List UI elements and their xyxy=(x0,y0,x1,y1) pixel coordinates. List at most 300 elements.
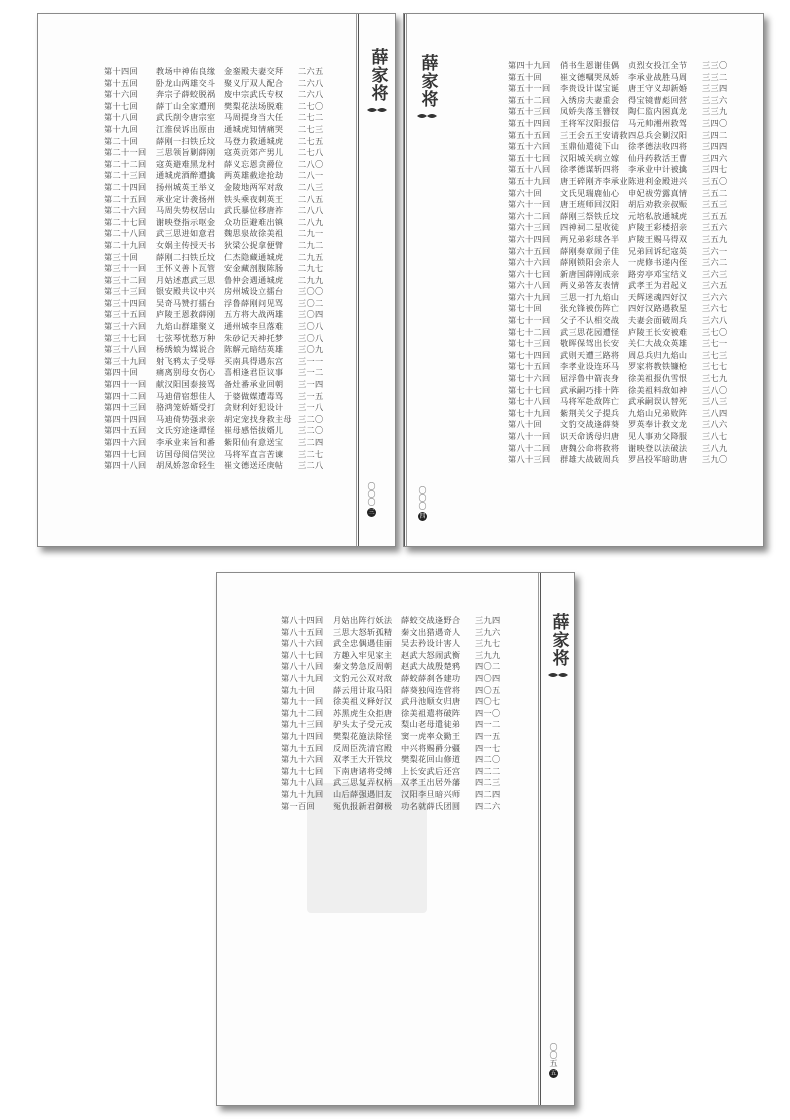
chapter-title-line1: 汉阳城关病立嫁 xyxy=(560,152,620,163)
chapter-number: 第九十七回 xyxy=(281,765,324,776)
page-number: 二八三 xyxy=(298,181,324,192)
chapter-title-line2: 狄梁公捉拿便臂 xyxy=(224,239,284,250)
page-number: 三五三 xyxy=(702,199,728,210)
chapter-number: 第九十五回 xyxy=(281,742,324,753)
chapter-title-line1: 文豹元公双对敌 xyxy=(333,672,393,683)
chapter-title-line1: 武全忠偶遇佳丽 xyxy=(333,638,393,649)
page-number: 三二七 xyxy=(298,448,324,459)
chapter-number: 第三十九回 xyxy=(104,355,147,366)
chapter-title-line2: 两英雄截途抢劫 xyxy=(224,170,284,181)
chapter-number: 第八十六回 xyxy=(281,638,324,649)
page-number: 二九七 xyxy=(298,263,324,274)
toc-row xyxy=(281,754,505,766)
page-number: 三一五 xyxy=(298,390,324,401)
toc-row xyxy=(104,333,328,345)
chapter-number: 第八十五回 xyxy=(281,626,324,637)
page-number: 三一一 xyxy=(298,355,324,366)
chapter-title-line1: 谢映登指示呕金 xyxy=(156,216,216,227)
page-number: 三七一 xyxy=(702,338,728,349)
chapter-number: 第九十四回 xyxy=(281,730,324,741)
chapter-title-line2: 废中宗武氏专权 xyxy=(224,89,284,100)
chapter-number: 第十四回 xyxy=(104,66,138,76)
chapter-title-line2: 谢映登以法破法 xyxy=(628,442,688,453)
chapter-title-line2: 贞烈女投江全节 xyxy=(628,60,688,70)
page-number: 三四二 xyxy=(702,129,728,140)
chapter-number: 第八十八回 xyxy=(281,661,324,672)
chapter-title-line1: 七弦琴忧愁万种 xyxy=(156,332,216,343)
page-number: 三三九 xyxy=(702,106,728,117)
chapter-title-line2: 武氏暴位移唐祚 xyxy=(224,205,284,216)
chapter-title-line1: 凤娇失落玉簪钗 xyxy=(560,106,620,117)
page-rule xyxy=(406,14,407,546)
chapter-title-line2: 铁头乘夜刺英王 xyxy=(224,193,284,204)
chapter-number: 第九十回 xyxy=(281,684,315,695)
toc-row xyxy=(281,801,505,813)
page-number: 二九九 xyxy=(298,274,324,285)
page-rule xyxy=(358,14,359,546)
chapter-title-line2: 马元帅湘州救驾 xyxy=(628,117,688,128)
toc-row xyxy=(104,367,328,379)
toc-row xyxy=(508,454,732,466)
page-number: 三二〇 xyxy=(298,413,324,424)
chapter-title-line1: 杨绣娘为媒说合 xyxy=(156,344,216,355)
chapter-number: 第十五回 xyxy=(104,77,138,88)
chapter-title-line2: 李承业中计被擒 xyxy=(628,164,688,175)
chapter-number: 第七十六回 xyxy=(508,373,551,384)
chapter-title-line2: 关仁大战众英雄 xyxy=(628,338,688,349)
page-number: 三六七 xyxy=(702,303,728,314)
page-number: 三六二 xyxy=(702,257,728,268)
chapter-title-line2: 梨山老母遣徒弟 xyxy=(401,719,461,730)
toc-row xyxy=(104,286,328,298)
chapter-number: 第三十七回 xyxy=(104,332,147,343)
page-number: 三一八 xyxy=(298,402,324,413)
chapter-title-line2: 兄弟回诉纪寇英 xyxy=(628,245,688,256)
chapter-title-line2: 徐美祖遣将破阵 xyxy=(401,707,461,718)
chapter-title-line1: 武三思花园遭怪 xyxy=(560,326,620,337)
page-folio xyxy=(367,482,376,517)
chapter-number: 第九十六回 xyxy=(281,754,324,765)
toc-row xyxy=(281,766,505,778)
page-number: 三六一 xyxy=(702,245,728,256)
toc-row xyxy=(508,350,732,362)
folio-number: 〇〇〇 xyxy=(367,482,376,506)
page-number: 三〇四 xyxy=(298,309,324,320)
chapter-number: 第八十三回 xyxy=(508,454,551,465)
chapter-title-line1: 秦文势急反周朝 xyxy=(333,661,393,672)
chapter-title-line2: 路旁亭邓宝结义 xyxy=(628,268,688,279)
toc-row xyxy=(508,280,732,292)
chapter-title-line2: 周总兵归九焰山 xyxy=(628,349,688,360)
chapter-title-line1: 李承业来旨和番 xyxy=(156,437,216,447)
toc-row xyxy=(508,338,732,350)
page-number: 三五九 xyxy=(702,233,728,244)
chapter-title-line1: 李贵设计谋宝诞 xyxy=(560,83,620,94)
chapter-title-line2: 夫妻会面破周兵 xyxy=(628,315,688,326)
toc-row xyxy=(281,731,505,743)
chapter-title-line1: 献汉阳国泰接骂 xyxy=(156,379,216,390)
chapter-title-line1: 骆鸿笼娇婿受打 xyxy=(156,402,216,413)
page-number: 三九七 xyxy=(475,638,501,649)
chapter-title-line2: 樊梨花回山修道 xyxy=(401,754,461,765)
page-number: 三二八 xyxy=(298,460,324,471)
page-number: 三八九 xyxy=(702,442,728,453)
chapter-title-line2: 通州城李旦落难 xyxy=(224,321,284,332)
page-number: 三八三 xyxy=(702,396,728,407)
chapter-number: 第五十回 xyxy=(508,71,542,82)
toc-row xyxy=(104,391,328,403)
chapter-number: 第三十四回 xyxy=(104,297,147,308)
chapter-number: 第七十七回 xyxy=(508,384,551,395)
chapter-title-line2: 通城虎知情痛哭 xyxy=(224,123,284,134)
chapter-title-line1: 薛刚锁阳会亲人 xyxy=(560,257,620,268)
chapter-number: 第一百回 xyxy=(281,800,315,811)
page-number: 三〇〇 xyxy=(298,286,324,297)
ornament-icon xyxy=(416,112,438,120)
ornament-icon xyxy=(547,671,569,679)
page-number: 二七三 xyxy=(298,123,324,134)
chapter-title-line1: 江淮侯诉出原由 xyxy=(156,123,216,134)
chapter-title-line2: 秦文出猎遇奇人 xyxy=(401,626,461,637)
folio-mark: 五 xyxy=(550,1070,557,1077)
chapter-title-line2: 李承业战胜马周 xyxy=(628,71,688,82)
chapter-title-line1: 武氏削令唐宗室 xyxy=(156,112,216,123)
chapter-title-line2: 上长安武后还宫 xyxy=(401,765,461,776)
toc-row xyxy=(104,356,328,368)
page-number: 三三四 xyxy=(702,83,728,94)
toc-row xyxy=(508,164,732,176)
page-number: 三八四 xyxy=(702,407,728,418)
page-number: 二八九 xyxy=(298,216,324,227)
chapter-title-line1: 薛刚奏章闹子佳 xyxy=(560,245,620,256)
toc-row xyxy=(104,252,328,264)
page-number: 二六八 xyxy=(298,89,324,100)
page-number: 三七三 xyxy=(702,349,728,360)
toc-row xyxy=(104,170,328,182)
chapter-number: 第二十六回 xyxy=(104,205,147,216)
chapter-number: 第二十三回 xyxy=(104,170,147,181)
chapter-number: 第五十八回 xyxy=(508,164,551,175)
toc-row xyxy=(508,303,732,315)
chapter-title-line1: 唐魏公命将救将 xyxy=(560,442,620,453)
chapter-number: 第十九回 xyxy=(104,123,138,134)
chapter-title-line1: 承业定计袭扬州 xyxy=(156,193,216,204)
chapter-title-line1: 月姑述惠武三思 xyxy=(156,274,216,285)
chapter-number: 第九十一回 xyxy=(281,696,324,707)
chapter-number: 第四十五回 xyxy=(104,425,147,436)
toc-row xyxy=(104,194,328,206)
toc-row xyxy=(104,240,328,252)
toc-row xyxy=(508,60,732,72)
chapter-title-line1: 敬晖保驾出长安 xyxy=(560,338,620,349)
page-number: 二六五 xyxy=(298,66,324,76)
chapter-title-line1: 苏黑虎生众拒唐 xyxy=(333,707,393,718)
toc-row xyxy=(508,419,732,431)
page-number: 四〇五 xyxy=(475,684,501,695)
page-number: 三九四 xyxy=(475,615,501,625)
chapter-title-line1: 文豹交战逢薛葵 xyxy=(560,419,620,430)
chapter-title-line1: 四神祠二星收徒 xyxy=(560,222,620,233)
page-number: 三八〇 xyxy=(702,384,728,395)
chapter-number: 第四十二回 xyxy=(104,390,147,401)
page-number: 三四〇 xyxy=(702,117,728,128)
toc-row xyxy=(104,205,328,217)
chapter-title-line1: 武三思复弄权柄 xyxy=(333,777,393,788)
chapter-title-line1: 薛云用计取马阳 xyxy=(333,684,393,695)
chapter-title-line2: 崔母感悟拔婿儿 xyxy=(224,425,284,436)
page-number: 三六三 xyxy=(702,268,728,279)
toc-row xyxy=(508,141,732,153)
chapter-title-line1: 银安殿共议中兴 xyxy=(156,286,216,297)
page-number: 四〇二 xyxy=(475,661,501,672)
toc-row xyxy=(508,118,732,130)
page-number: 三〇八 xyxy=(298,321,324,332)
page-rule xyxy=(356,14,357,546)
toc-row xyxy=(508,327,732,339)
chapter-title-line2: 罗英奉计救文龙 xyxy=(628,419,688,430)
chapter-number: 第四十八回 xyxy=(104,460,147,471)
toc-row xyxy=(508,269,732,281)
chapter-title-line1: 山后薛强遇旧友 xyxy=(333,788,393,799)
page-number: 四二三 xyxy=(475,777,501,788)
toc-row xyxy=(508,95,732,107)
page-number: 三〇八 xyxy=(298,332,324,343)
chapter-title-line1: 驴头太子受元戎 xyxy=(333,719,393,730)
page-number: 三三六 xyxy=(702,94,728,105)
toc-row xyxy=(281,650,505,662)
chapter-number: 第三十一回 xyxy=(104,263,147,274)
toc-row xyxy=(104,101,328,113)
chapter-title-line2: 贪财利好犯设计 xyxy=(224,402,284,413)
chapter-title-line1: 紫荆关父子提兵 xyxy=(560,407,620,418)
chapter-title-line2: 庐陵王彩楼招亲 xyxy=(628,222,688,233)
chapter-number: 第七十回 xyxy=(508,303,542,314)
page-number: 三〇九 xyxy=(298,344,324,355)
chapter-number: 第五十六回 xyxy=(508,141,551,152)
toc-row xyxy=(508,211,732,223)
toc-row xyxy=(104,402,328,414)
chapter-title-line2: 金陵地两军对敌 xyxy=(224,181,284,192)
page-number: 三五〇 xyxy=(702,175,728,186)
page-number: 二七二 xyxy=(298,112,324,123)
chapter-title-line2: 买南具得遇东宫 xyxy=(224,355,284,366)
chapter-number: 第六十九回 xyxy=(508,291,551,302)
page-number: 四〇四 xyxy=(475,672,501,683)
toc-row xyxy=(508,188,732,200)
toc-row xyxy=(508,292,732,304)
chapter-number: 第七十二回 xyxy=(508,326,551,337)
chapter-number: 第三十二回 xyxy=(104,274,147,285)
toc-row xyxy=(281,696,505,708)
chapter-number: 第四十四回 xyxy=(104,413,147,424)
chapter-number: 第四十回 xyxy=(104,367,138,378)
chapter-title-line2: 庐陵王长安被难 xyxy=(628,326,688,337)
book-page-1 xyxy=(37,13,396,547)
chapter-title-line1: 三思一打九焰山 xyxy=(560,291,620,302)
chapter-number: 第十七回 xyxy=(104,100,138,111)
chapter-number: 第七十四回 xyxy=(508,349,551,360)
chapter-number: 第六十回 xyxy=(508,187,542,198)
toc-row xyxy=(104,309,328,321)
chapter-number: 第二十五回 xyxy=(104,193,147,204)
chapter-title-line1: 新唐国薛刚成亲 xyxy=(560,268,620,279)
toc-row xyxy=(104,263,328,275)
chapter-title-line1: 文氏穷途逢谭怪 xyxy=(156,425,216,436)
page-number: 三四四 xyxy=(702,141,728,152)
chapter-number: 第三十回 xyxy=(104,251,138,262)
toc-row xyxy=(281,661,505,673)
toc-row xyxy=(281,743,505,755)
chapter-title-line2: 于婆做媒遭毒骂 xyxy=(224,390,284,401)
chapter-title-line2: 中兴将赐爵分疆 xyxy=(401,742,461,753)
chapter-number: 第五十一回 xyxy=(508,83,551,94)
page-number: 二七八 xyxy=(298,147,324,158)
toc-row xyxy=(104,182,328,194)
chapter-number: 第二十八回 xyxy=(104,228,147,239)
chapter-title-line1: 王怀义善卜瓦管 xyxy=(156,263,216,274)
chapter-title-line1: 三思大怒斩孤精 xyxy=(333,626,393,637)
page-number: 三二四 xyxy=(298,437,324,447)
chapter-title-line1: 胡凤娇忽命轻生 xyxy=(156,460,216,471)
toc-row xyxy=(104,425,328,437)
chapter-title-line1: 徐孝德谋斩四将 xyxy=(560,164,620,175)
chapter-title-line1: 反周臣洗清宫殿 xyxy=(333,742,393,753)
page-number: 二九二 xyxy=(298,239,324,250)
toc-row xyxy=(281,615,505,627)
chapter-number: 第三十八回 xyxy=(104,344,147,355)
chapter-number: 第四十三回 xyxy=(104,402,147,413)
chapter-title-line2: 陈解元暗结英雄 xyxy=(224,344,284,355)
folio-mark: 四 xyxy=(419,513,426,520)
toc-row xyxy=(508,246,732,258)
chapter-title-line1: 王将军汉阳报信 xyxy=(560,117,620,128)
chapter-title-line1: 张允锋被伤阵亡 xyxy=(560,303,620,314)
page-rule xyxy=(540,573,541,1105)
toc-row xyxy=(104,78,328,90)
chapter-title-line2: 房州城设立擂台 xyxy=(224,286,284,297)
chapter-number: 第四十七回 xyxy=(104,448,147,459)
toc-row xyxy=(508,153,732,165)
chapter-number: 第七十八回 xyxy=(508,396,551,407)
chapter-number: 第六十一回 xyxy=(508,199,551,210)
chapter-title-line2: 徐美祖料敌如神 xyxy=(628,384,688,395)
chapter-number: 第六十八回 xyxy=(508,280,551,291)
page-number: 二八五 xyxy=(298,193,324,204)
book-emblem xyxy=(414,54,440,120)
chapter-title-line2: 吴去矜设计害人 xyxy=(401,638,461,649)
page-number: 二六八 xyxy=(298,77,324,88)
toc-row xyxy=(508,130,732,142)
page-number: 四二四 xyxy=(475,788,501,799)
chapter-title-line2: 赵武大战殷楚鸦 xyxy=(401,661,461,672)
chapter-title-line1: 马周失势权居山 xyxy=(156,205,216,216)
chapter-title-line2: 薛蛟交战逢野合 xyxy=(401,615,461,625)
chapter-number: 第五十九回 xyxy=(508,175,551,186)
chapter-title-line1: 武承嗣巧排十阵 xyxy=(560,384,620,395)
folio-number: 〇〇五 xyxy=(549,1043,558,1067)
book-emblem xyxy=(364,48,390,114)
chapter-title-line1: 扬州城英王举义 xyxy=(156,181,216,192)
chapter-title-line2: 喜相逢君臣议事 xyxy=(224,367,284,378)
chapter-number: 第五十七回 xyxy=(508,152,551,163)
page-number: 三五二 xyxy=(702,187,728,198)
page-number: 三六八 xyxy=(702,315,728,326)
chapter-number: 第五十三回 xyxy=(508,106,551,117)
chapter-title-line1: 射飞鸦太子受辱 xyxy=(156,355,216,366)
chapter-title-line1: 马将军赴敌阵亡 xyxy=(560,396,620,407)
chapter-title-line2: 仁杰隐藏通城虎 xyxy=(224,251,284,262)
page-number: 三七七 xyxy=(702,361,728,372)
chapter-number: 第九十八回 xyxy=(281,777,324,788)
chapter-title-line2: 马周提身当大任 xyxy=(224,112,284,123)
chapter-title-line1: 父子不认相交战 xyxy=(560,315,620,326)
page-number: 四一七 xyxy=(475,742,501,753)
chapter-title-line2: 四总兵会剿汉阳 xyxy=(628,129,688,140)
chapter-title-line2: 陶仁监内困真龙 xyxy=(628,106,688,117)
toc-row xyxy=(508,396,732,408)
toc-row xyxy=(508,234,732,246)
chapter-title-line2: 马登力救通城虎 xyxy=(224,135,284,146)
toc-row xyxy=(104,159,328,171)
chapter-title-line2: 紫阳仙有意送宝 xyxy=(224,437,284,447)
chapter-title-line1: 武三思进如意君 xyxy=(156,228,216,239)
chapter-title-line2: 双孝王出居外藩 xyxy=(401,777,461,788)
toc-row xyxy=(508,385,732,397)
chapter-title-line1: 马迪借宿想佳人 xyxy=(156,390,216,401)
toc-row xyxy=(104,344,328,356)
chapter-title-line1: 通城虎酒醉遭擒 xyxy=(156,170,216,181)
page-number: 三五六 xyxy=(702,222,728,233)
toc-row xyxy=(281,673,505,685)
toc-row xyxy=(104,89,328,101)
toc-row xyxy=(508,176,732,188)
chapter-number: 第六十四回 xyxy=(508,233,551,244)
chapter-title-line1: 三思领旨剿薛刚 xyxy=(156,147,216,158)
chapter-title-line2: 罗家将教铁镰枪 xyxy=(628,361,688,372)
chapter-title-line1: 屈浮鲁中箭丧身 xyxy=(560,373,620,384)
toc-row xyxy=(508,431,732,443)
chapter-title-line1: 薛丁山全家遭刑 xyxy=(156,100,216,111)
page-number: 三四七 xyxy=(702,164,728,175)
chapter-number: 第五十四回 xyxy=(508,117,551,128)
chapter-title-line2: 五方将大战两雄 xyxy=(224,309,284,320)
chapter-title-line1: 薛刚一扫铁丘坟 xyxy=(156,135,216,146)
chapter-title-line2: 仙丹药救活王曹 xyxy=(628,152,688,163)
chapter-title-line2: 薛义忘恩贪爵位 xyxy=(224,158,284,169)
page-number: 三六五 xyxy=(702,280,728,291)
page-folio xyxy=(418,486,427,521)
chapter-number: 第二十一回 xyxy=(104,147,147,158)
chapter-number: 第五十五回 xyxy=(508,129,551,140)
page-number: 三七〇 xyxy=(702,326,728,337)
toc-row xyxy=(104,414,328,426)
header-title: 薛家将 xyxy=(367,48,388,102)
folio-number: 〇〇〇 xyxy=(418,486,427,510)
toc-row xyxy=(104,321,328,333)
chapter-title-line2: 武孝王为君起义 xyxy=(628,280,688,291)
chapter-title-line2: 寇英贡郊产男儿 xyxy=(224,147,284,158)
page-number: 二九一 xyxy=(298,228,324,239)
toc-row xyxy=(508,257,732,269)
chapter-title-line2: 汉阳李旦暗兴师 xyxy=(401,788,461,799)
page-number: 三九六 xyxy=(475,626,501,637)
ornament-icon xyxy=(366,106,388,114)
chapter-number: 第十六回 xyxy=(104,89,138,100)
chapter-title-line2: 崔文德送还庚帖 xyxy=(224,460,284,471)
chapter-title-line2: 胡定宠找身救主母 xyxy=(224,413,292,424)
chapter-title-line1: 两兄弟彩球各半 xyxy=(560,233,620,244)
chapter-number: 第七十一回 xyxy=(508,315,551,326)
